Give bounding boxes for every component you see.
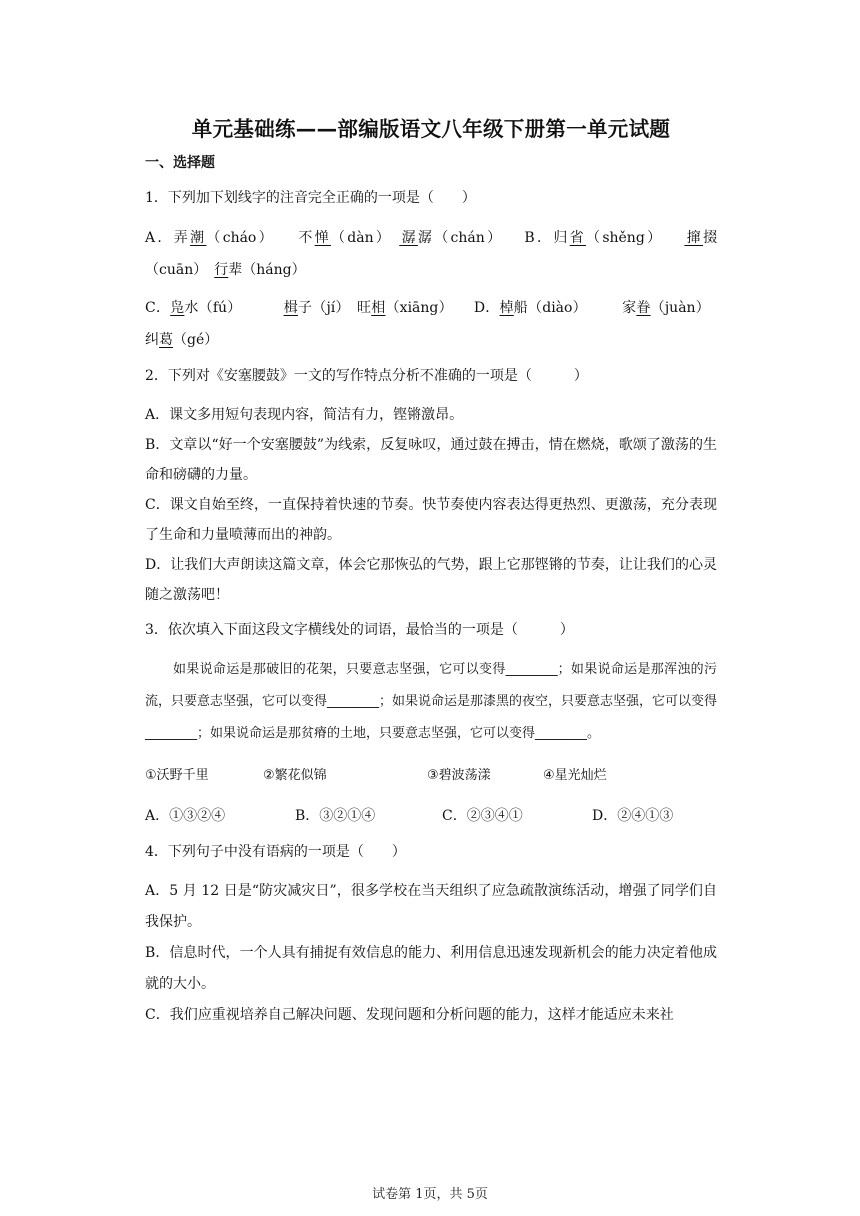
- question-2-option-a: A．课文多用短句表现内容，简洁有力，铿锵激昂。: [145, 407, 464, 423]
- word-4: ④星光灿烂: [543, 768, 607, 783]
- question-4-stem: 4．下列句子中没有语病的一项是（ ）: [145, 844, 406, 860]
- question-3-stem: 3．依次填入下面这段文字横线处的词语，最恰当的一项是（ ）: [145, 622, 574, 638]
- page-footer: 试卷第 1页，共 5页: [372, 1187, 488, 1202]
- question-3-word-list: [145, 756, 717, 796]
- question-2-option-c: C．课文自始至终，一直保持着快速的节奏。快节奏使内容表达得更热烈、更激荡，充分表现了生命和力量喷薄而出的神韵。: [145, 497, 717, 543]
- page-title: 单元基础练——部编版语文八年级下册第一单元试题: [191, 117, 671, 141]
- question-3-option-d: D．②④①③: [592, 808, 674, 824]
- question-2-stem: 2．下列对《安塞腰鼓》一文的写作特点分析不准确的一项是（ ）: [145, 368, 588, 384]
- question-4-option-b: B．信息时代，一个人具有捕捉有效信息的能力、利用信息迅速发现新机会的能力决定着他成就的大小。: [145, 945, 717, 992]
- question-3-passage: 如果说命运是那破旧的花架，只要意志坚强，它可以变得________；如果说命运是那浑浊的污流，只要意志坚强，它可以变得________；如果说命运是那漆黑的夜空，只要意志坚强，它可以变得________；如果说命运是那贫瘠的土地，只要意志坚强，它可以变得________。: [145, 662, 718, 741]
- question-1-stem: 1．下列加下划线字的注音完全正确的一项是（ ）: [145, 190, 476, 206]
- word-1: ①沃野千里: [145, 768, 209, 783]
- question-4-option-a: A．5 月 12 日是“防灾减灾日”，很多学校在当天组织了应急疏散演练活动，增强了同学们自我保护。: [145, 883, 717, 930]
- question-3-options: [145, 796, 717, 836]
- exam-page: [145, 112, 717, 1031]
- question-1-options-ab: A．弄潮（cháo） 不惮（dàn） 潺潺（chán） B．归省（shěng） 撺掇（cuān） 行辈（háng）: [145, 230, 718, 278]
- question-4-option-c: C．我们应重视培养自己解决问题、发现问题和分析问题的能力，这样才能适应未来社: [145, 1007, 674, 1023]
- section-heading: 一、选择题: [145, 155, 215, 171]
- question-3-option-b: B．③②①④: [295, 808, 376, 824]
- question-2-option-d: D．让我们大声朗读这篇文章，体会它那恢弘的气势，跟上它那铿锵的节奏，让让我们的心灵随之激荡吧！: [145, 557, 717, 603]
- word-2: ②繁花似锦: [263, 768, 327, 783]
- question-2-option-b: B．文章以“好一个安塞腰鼓”为线索，反复咏叹，通过鼓在搏击，情在燃烧，歌颂了激荡的生命和磅礴的力量。: [145, 437, 717, 483]
- question-1-options-cd: C．凫水（fú） 楫子（jí） 旺相（xiāng） D．棹船（diào） 家眷（juàn） 纠葛（gé）: [145, 300, 711, 348]
- question-3-option-c: C．②③④①: [442, 808, 523, 824]
- word-3: ③碧波荡漾: [427, 768, 491, 783]
- question-3-option-a: A．①③②④: [145, 808, 226, 824]
